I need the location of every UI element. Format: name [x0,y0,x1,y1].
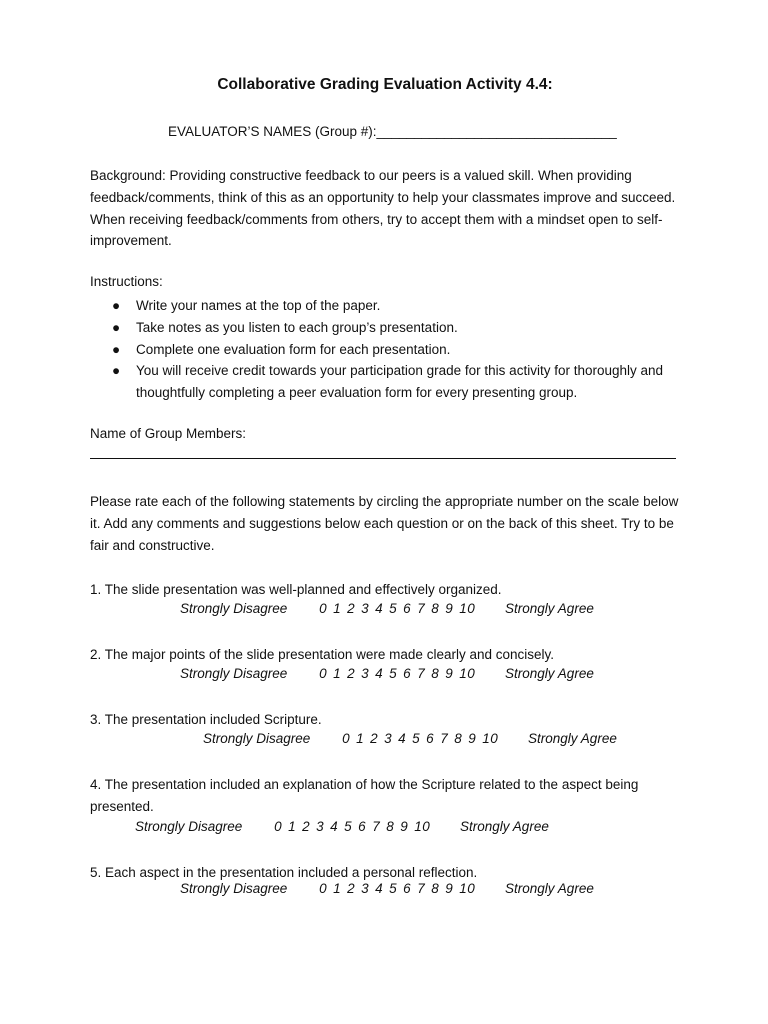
instructions-label: Instructions: [90,274,163,289]
scale-number[interactable]: 8 [431,666,440,681]
scale-number[interactable]: 6 [426,731,435,746]
scale-number[interactable]: 7 [417,881,426,896]
scale-numbers [319,601,481,616]
scale-number[interactable]: 1 [288,819,297,834]
scale-number[interactable]: 7 [372,819,381,834]
scale-numbers [319,666,481,681]
scale-low-label: Strongly Disagree [203,731,311,746]
instruction-text: Complete one evaluation form for each presentation. [136,341,451,357]
question-3: 3. The presentation included Scripture. [90,712,322,727]
scale-number[interactable]: 2 [347,601,356,616]
scale-number[interactable]: 8 [454,731,463,746]
scale-number[interactable]: 7 [440,731,449,746]
scale-number[interactable]: 5 [344,819,353,834]
scale-number[interactable]: 2 [302,819,311,834]
scale-number[interactable]: 2 [370,731,379,746]
scale-numbers [319,881,481,896]
scale-number[interactable]: 5 [389,601,398,616]
list-item [90,295,680,317]
scale-low-label: Strongly Disagree [135,819,243,834]
scale-number[interactable]: 2 [347,881,356,896]
bullet-icon: ● [112,319,121,335]
scale-number[interactable]: 6 [403,881,412,896]
rating-scale-1 [180,601,594,616]
question-4: 4. The presentation included an explanation of how the Scripture related to the aspect being presented. [90,777,639,814]
scale-number[interactable]: 6 [403,601,412,616]
instruction-text: You will receive credit towards your participation grade for this activity for thoroughly and thoughtfully completing a peer evaluation form for every presenting group. [136,363,664,401]
bullet-icon: ● [112,363,121,379]
scale-number[interactable]: 10 [459,666,476,681]
evaluator-names-line: EVALUATOR’S NAMES (Group #):________________________________ [168,124,617,139]
scale-number[interactable]: 0 [319,666,328,681]
group-members-label: Name of Group Members: [90,426,247,441]
instructions-list [90,295,680,404]
scale-number[interactable]: 9 [445,666,454,681]
scale-number[interactable]: 9 [445,601,454,616]
scale-number[interactable]: 3 [361,666,370,681]
scale-number[interactable]: 1 [333,666,342,681]
scale-low-label: Strongly Disagree [180,666,288,681]
scale-number[interactable]: 1 [333,601,342,616]
instruction-text: Take notes as you listen to each group’s presentation. [136,319,458,335]
scale-number[interactable]: 3 [361,881,370,896]
scale-number[interactable]: 2 [347,666,356,681]
scale-high-label: Strongly Agree [460,819,549,834]
rating-scale-5 [180,881,594,896]
scale-number[interactable]: 8 [431,601,440,616]
scale-number[interactable]: 4 [375,666,384,681]
scale-number[interactable]: 5 [412,731,421,746]
scale-number[interactable]: 0 [319,601,328,616]
group-members-underline [90,458,676,459]
scale-number[interactable]: 6 [403,666,412,681]
scale-low-label: Strongly Disagree [180,601,288,616]
scale-high-label: Strongly Agree [505,881,594,896]
scale-number[interactable]: 3 [361,601,370,616]
list-item [90,360,680,404]
rating-scale-4 [135,819,549,834]
scale-number[interactable]: 5 [389,666,398,681]
rating-scale-2 [180,666,594,681]
rating-scale-3 [203,731,617,746]
scale-number[interactable]: 6 [358,819,367,834]
scale-high-label: Strongly Agree [505,601,594,616]
scale-high-label: Strongly Agree [505,666,594,681]
scale-number[interactable]: 1 [333,881,342,896]
scale-number[interactable]: 5 [389,881,398,896]
list-item [90,339,680,361]
scale-number[interactable]: 9 [400,819,409,834]
scale-number[interactable]: 4 [330,819,339,834]
scale-number[interactable]: 7 [417,601,426,616]
bullet-icon: ● [112,341,121,357]
scale-number[interactable]: 10 [459,881,476,896]
scale-number[interactable]: 7 [417,666,426,681]
question-2: 2. The major points of the slide presentation were made clearly and concisely. [90,647,554,662]
scale-number[interactable]: 9 [468,731,477,746]
scale-number[interactable]: 9 [445,881,454,896]
scale-number[interactable]: 10 [482,731,499,746]
rating-instructions: Please rate each of the following statements by circling the appropriate number on the scale below it. Add any comments and suggestions below each question or on the back of this sheet. Try to be fair and constructive. [90,494,679,553]
page-title: Collaborative Grading Evaluation Activity 4.4: [217,76,553,93]
scale-numbers [342,731,504,746]
scale-number[interactable]: 4 [375,601,384,616]
scale-number[interactable]: 0 [342,731,351,746]
scale-numbers [274,819,436,834]
scale-number[interactable]: 10 [459,601,476,616]
scale-number[interactable]: 3 [384,731,393,746]
scale-number[interactable]: 0 [274,819,283,834]
background-paragraph: Background: Providing constructive feedback to our peers is a valued skill. When providing feedback/comments, think of this as an opportunity to help your classmates improve and succeed. When receiving feedback/comments from others, try to accept them with a mindset open to self-improvement. [90,168,676,249]
scale-low-label: Strongly Disagree [180,881,288,896]
scale-number[interactable]: 1 [356,731,365,746]
scale-number[interactable]: 8 [431,881,440,896]
scale-high-label: Strongly Agree [528,731,617,746]
scale-number[interactable]: 8 [386,819,395,834]
question-5: 5. Each aspect in the presentation included a personal reflection. [90,865,478,880]
scale-number[interactable]: 4 [398,731,407,746]
scale-number[interactable]: 0 [319,881,328,896]
scale-number[interactable]: 4 [375,881,384,896]
scale-number[interactable]: 10 [414,819,431,834]
list-item [90,317,680,339]
scale-number[interactable]: 3 [316,819,325,834]
question-1: 1. The slide presentation was well-planned and effectively organized. [90,582,502,597]
bullet-icon: ● [112,298,121,313]
instruction-text: Write your names at the top of the paper. [136,298,381,313]
